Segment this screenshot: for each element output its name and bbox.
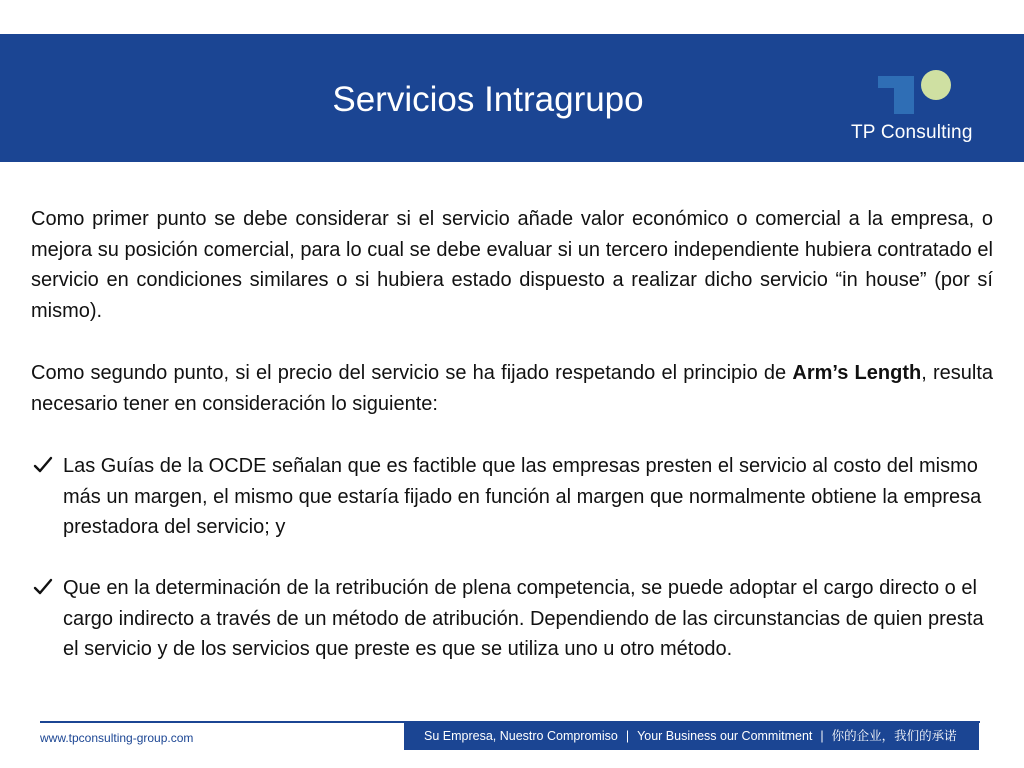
bullet-text: Las Guías de la OCDE señalan que es factible que las empresas presten el servicio al costo del mismo más un margen, el mismo que estaría fijado en función al margen que normalmente obtiene la empresa prestadora del servicio; y <box>63 455 982 538</box>
slogan-chinese: 你的企业，我们的承诺 <box>831 729 957 743</box>
paragraph-second-point <box>31 358 993 419</box>
bullet-item-retribution <box>31 573 993 665</box>
footer-website-link[interactable]: www.tpconsulting-group.com <box>40 731 194 745</box>
logo-circle <box>921 70 951 100</box>
slogan-english: Your Business our Commitment <box>637 729 813 743</box>
checkmark-icon <box>33 577 53 597</box>
slogan-separator: | <box>625 729 630 743</box>
bullet-item-oecd <box>31 451 993 543</box>
logo-text: TP Consulting <box>851 122 973 143</box>
tp-consulting-logo-icon <box>878 70 952 116</box>
checkmark-icon <box>33 455 53 475</box>
logo-square-bottom <box>894 76 914 114</box>
footer-slogan-band <box>404 723 979 750</box>
bullet-text: Que en la determinación de la retribución de plena competencia, se puede adoptar el cargo directo o el cargo indirecto a través de un método de atribución. Dependiendo de las circunstancias de quien presta el servicio y de los servicios que preste es que se utiliza uno u otro método. <box>63 577 984 660</box>
paragraph-first-point: Como primer punto se debe considerar si el servicio añade valor económico o comercial a la empresa, o mejora su posición comercial, para lo cual se debe evaluar si un tercero independiente hubiera contratado el servicio en condiciones similares o si hubiera estado dispuesto a realizar dicho servicio “in house” (por sí mismo). <box>31 208 993 322</box>
arms-length-term: Arm’s Length <box>792 362 922 384</box>
slide-title: Servicios Intragrupo <box>332 80 644 119</box>
paragraph2-text-start: Como segundo punto, si el precio del servicio se ha fijado respetando el principio de <box>31 362 793 384</box>
paragraph2-text-end: , resulta necesario tener en consideración lo siguiente: <box>31 362 994 415</box>
slogan-spanish: Su Empresa, Nuestro Compromiso <box>424 729 618 743</box>
slogan-separator: | <box>820 729 824 743</box>
